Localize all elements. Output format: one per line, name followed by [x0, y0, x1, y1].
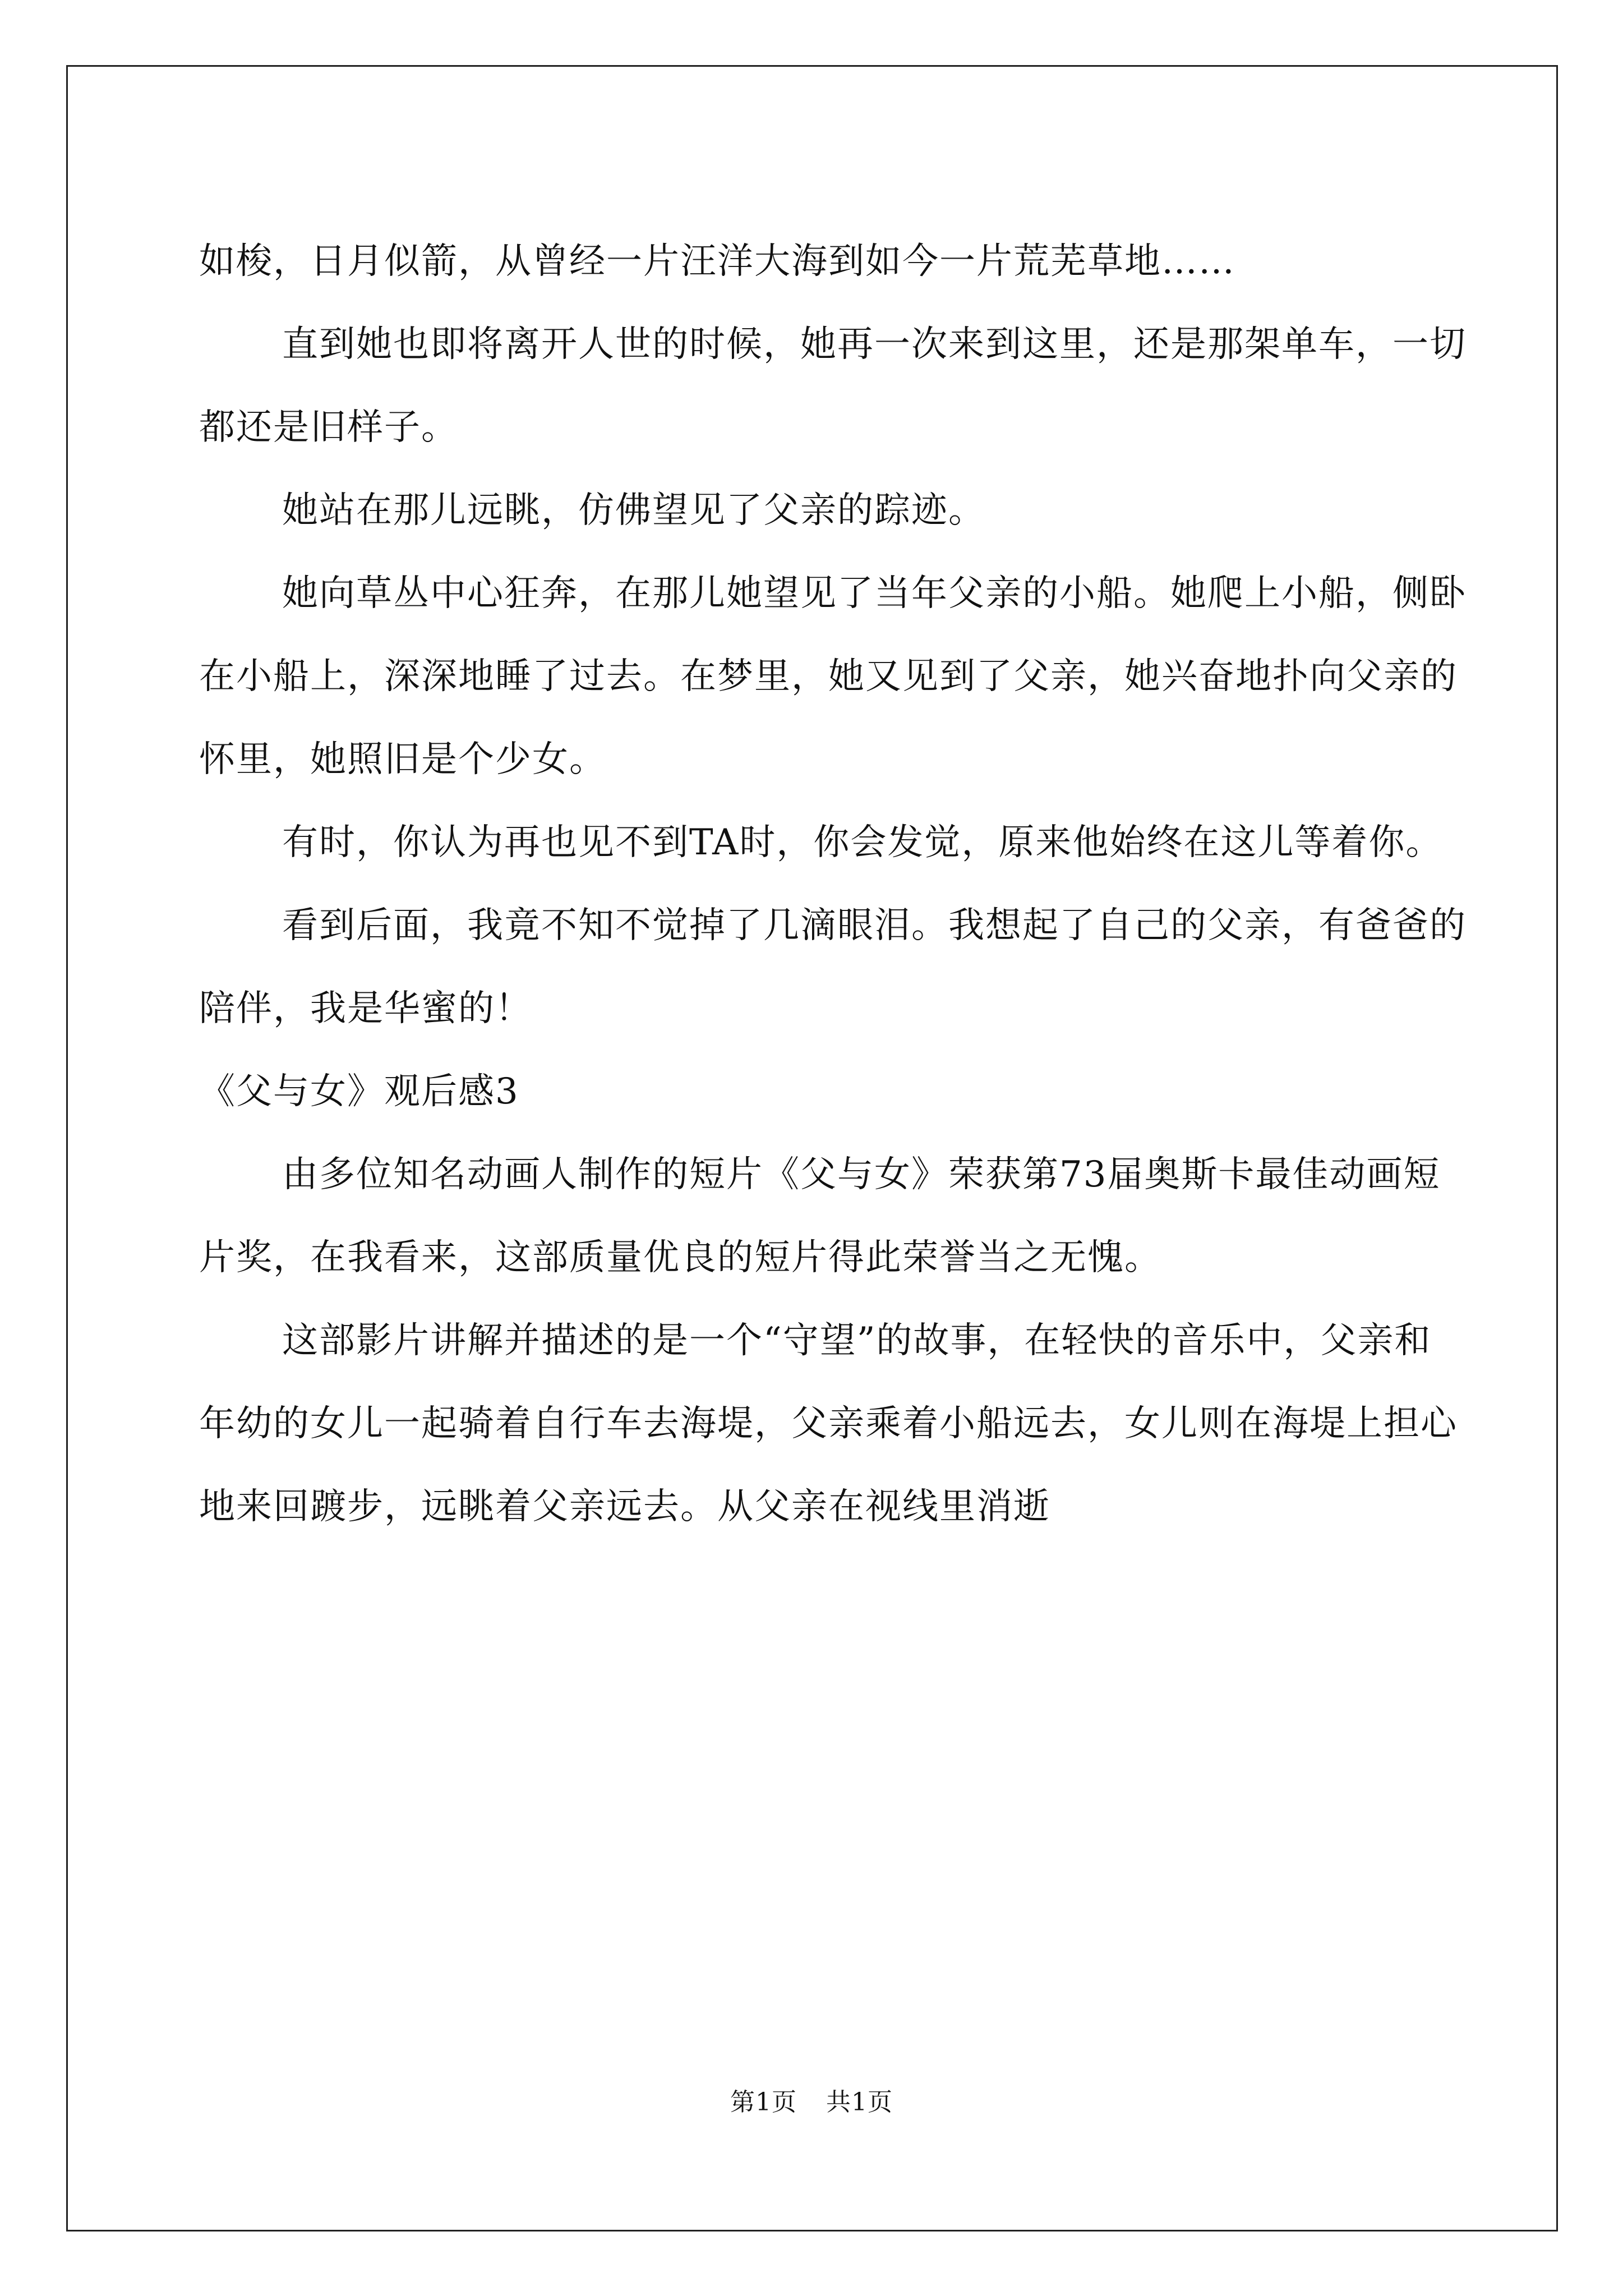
paragraph-6: 看到后面，我竟不知不觉掉了几滴眼泪。我想起了自己的父亲，有爸爸的陪伴，我是华蜜的！: [199, 905, 1467, 1029]
paragraph-7: 由多位知名动画人制作的短片《父与女》荣获第73届奥斯卡最佳动画短片奖，在我看来，这部质量优良的短片得此荣誉当之无愧。: [199, 1154, 1441, 1278]
page-footer: [0, 2086, 1623, 2119]
page-number: 第1页: [730, 2088, 797, 2116]
paragraph-8: 这部影片讲解并描述的是一个“守望”的故事，在轻快的音乐中，父亲和年幼的女儿一起骑着自行车去海堤，父亲乘着小船远去，女儿则在海堤上担心地来回踱步，远眺着父亲远去。从父亲在视线里消逝: [199, 1320, 1458, 1527]
section-heading: 《父与女》观后感3: [199, 1071, 519, 1112]
paragraph-3: 她站在那儿远眺，仿佛望见了父亲的踪迹。: [282, 490, 985, 531]
total-pages: 共1页: [826, 2088, 893, 2116]
document-body: [199, 220, 1467, 1548]
paragraph-5: 有时，你认为再也见不到TA时，你会发觉，原来他始终在这儿等着你。: [282, 822, 1443, 863]
paragraph-1: 如梭，日月似箭，从曾经一片汪洋大海到如今一片荒芜草地……: [199, 241, 1235, 282]
paragraph-4: 她向草丛中心狂奔，在那儿她望见了当年父亲的小船。她爬上小船，侧卧在小船上，深深地睡了过去。在梦里，她又见到了父亲，她兴奋地扑向父亲的怀里，她照旧是个少女。: [199, 573, 1467, 780]
paragraph-2: 直到她也即将离开人世的时候，她再一次来到这里，还是那架单车，一切都还是旧样子。: [199, 324, 1467, 448]
